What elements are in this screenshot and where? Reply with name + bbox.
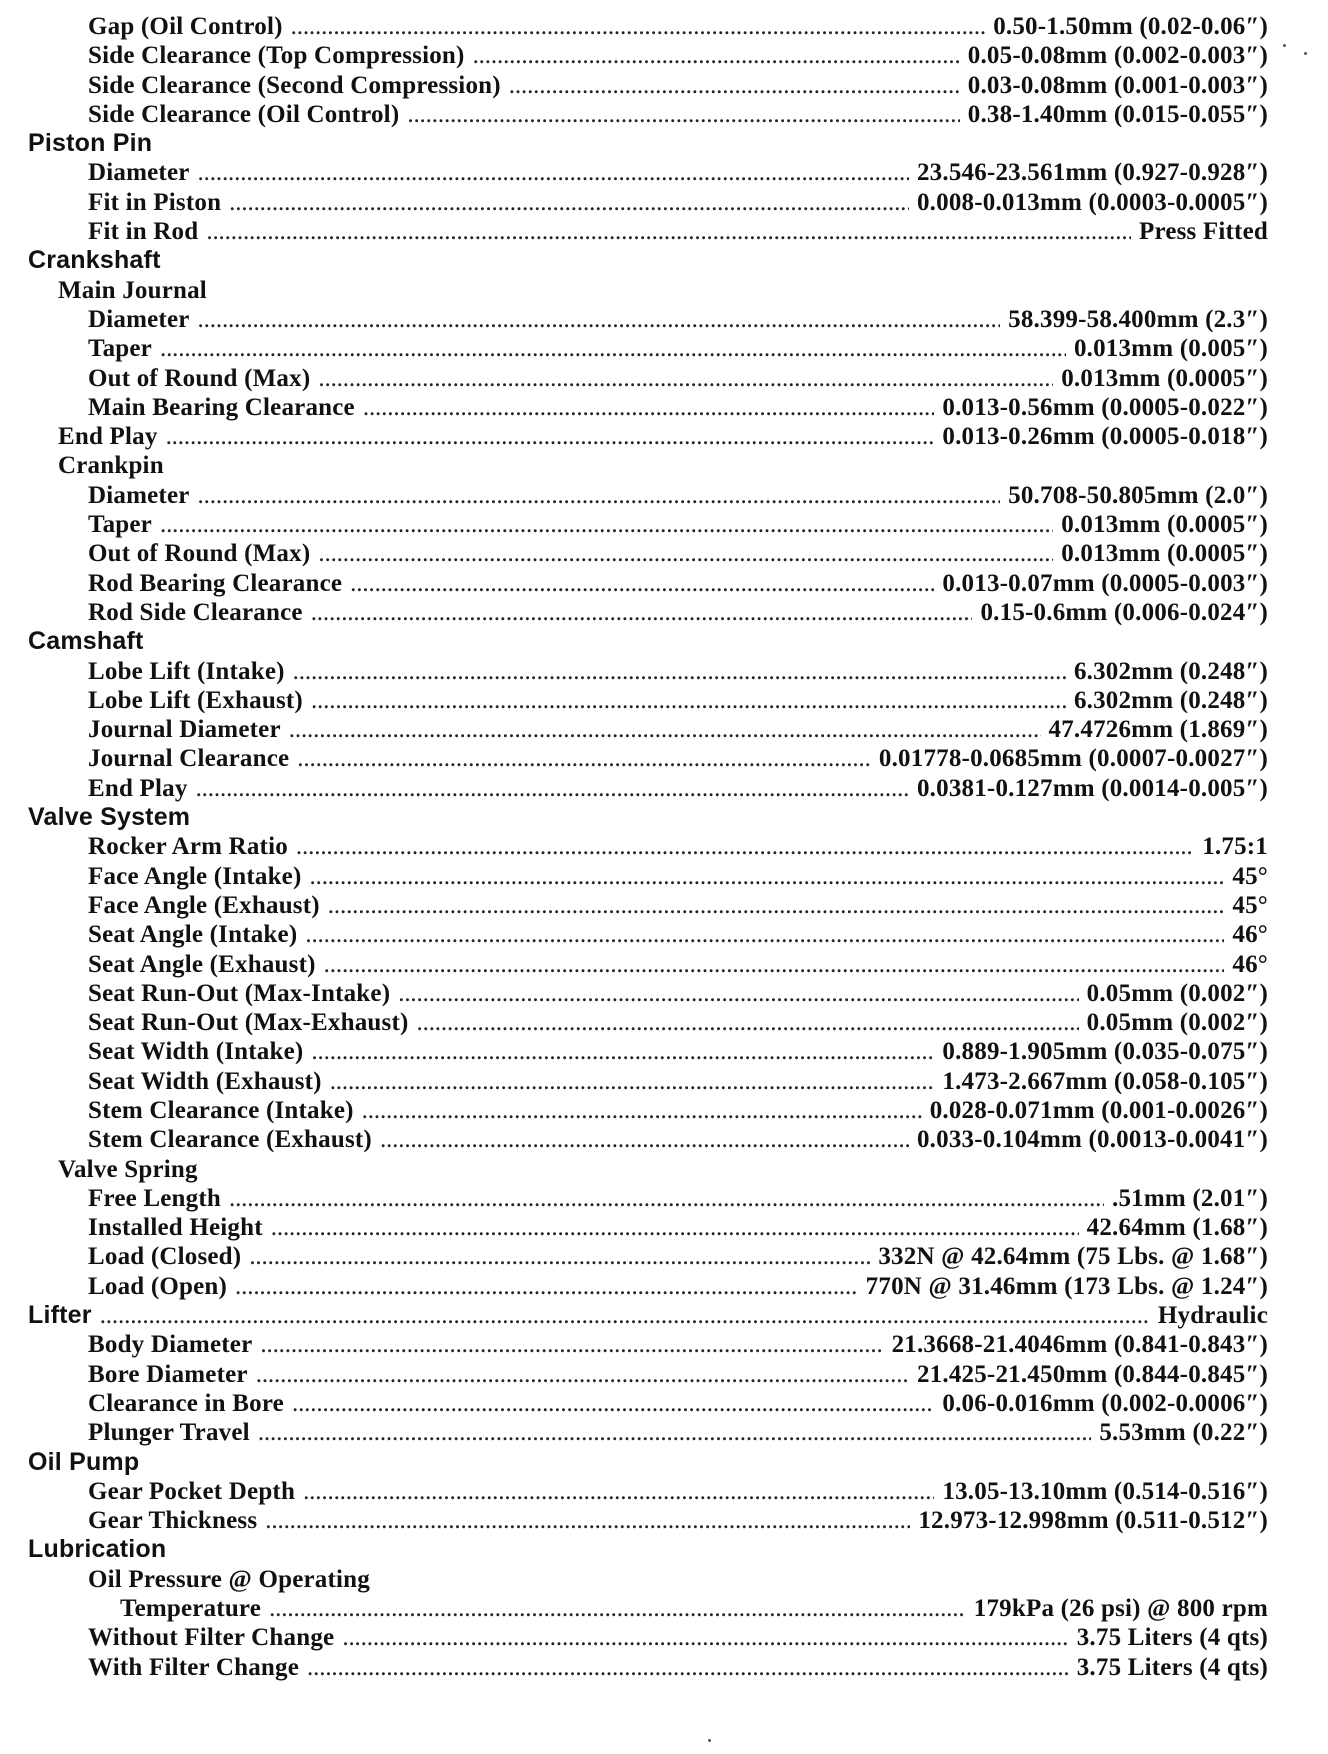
- leader-dots: [196, 774, 909, 803]
- spec-value: 6.302mm (0.248″): [1073, 657, 1268, 685]
- leader-dots: [363, 393, 935, 422]
- spec-value: 46°: [1232, 950, 1268, 978]
- spec-label: Seat Run-Out (Max-Exhaust): [88, 1009, 409, 1037]
- spec-value: 0.0381-0.127mm (0.0014-0.005″): [916, 774, 1268, 802]
- scan-speck: [708, 1739, 711, 1742]
- section-title: Lubrication: [28, 1535, 167, 1564]
- spec-value: 0.013-0.26mm (0.0005-0.018″): [942, 423, 1268, 451]
- spec-value: .51mm (2.01″): [1112, 1184, 1268, 1212]
- spec-value: 0.50-1.50mm (0.02-0.06″): [993, 13, 1268, 40]
- leader-dots: [198, 305, 1001, 334]
- spec-label: Face Angle (Exhaust): [88, 891, 320, 919]
- spec-label: Seat Run-Out (Max-Intake): [88, 979, 391, 1007]
- spec-value: 0.06-0.016mm (0.002-0.0006″): [942, 1389, 1268, 1417]
- spec-label: Journal Diameter: [88, 716, 281, 744]
- spec-value: 13.05-13.10mm (0.514-0.516″): [942, 1477, 1268, 1505]
- spec-label: Load (Closed): [88, 1243, 242, 1271]
- spec-row: [28, 1594, 1268, 1623]
- leader-dots: [328, 891, 1225, 920]
- leader-dots: [291, 12, 986, 41]
- spec-row: [28, 510, 1268, 539]
- leader-dots: [260, 1330, 883, 1359]
- spec-row: [28, 364, 1268, 393]
- leader-dots: [198, 158, 909, 187]
- spec-label: Diameter: [88, 305, 190, 333]
- spec-value: 332N @ 42.64mm (75 Lbs. @ 1.68″): [878, 1243, 1268, 1271]
- spec-label: End Play: [58, 423, 158, 451]
- spec-value: 179kPa (26 psi) @ 800 rpm: [973, 1595, 1268, 1623]
- spec-value: 0.028-0.071mm (0.001-0.0026″): [929, 1096, 1268, 1124]
- spec-value: 0.033-0.104mm (0.0013-0.0041″): [916, 1126, 1268, 1154]
- subsection-title: Main Journal: [58, 276, 207, 304]
- spec-label: Temperature: [120, 1595, 262, 1623]
- spec-row: [28, 950, 1268, 979]
- spec-value: 0.05mm (0.002″): [1086, 1009, 1268, 1037]
- spec-row: [28, 41, 1268, 70]
- section-heading: [28, 803, 1268, 832]
- spec-label: Bore Diameter: [88, 1360, 248, 1388]
- leader-dots: [362, 1096, 922, 1125]
- spec-value: 0.013mm (0.005″): [1073, 335, 1268, 363]
- spec-value: 42.64mm (1.68″): [1086, 1214, 1268, 1242]
- spec-label: Seat Angle (Intake): [88, 921, 298, 949]
- leader-dots: [342, 1623, 1068, 1652]
- spec-label: Side Clearance (Oil Control): [88, 100, 400, 128]
- spec-row: [28, 158, 1268, 187]
- leader-dots: [305, 920, 1224, 949]
- spec-label: Face Angle (Intake): [88, 862, 302, 890]
- spec-value: 58.399-58.400mm (2.3″): [1008, 305, 1268, 333]
- leader-dots: [311, 686, 1066, 715]
- leader-dots: [318, 364, 1053, 393]
- spec-row: [28, 334, 1268, 363]
- spec-label: Gear Pocket Depth: [88, 1477, 296, 1505]
- spec-row: [28, 715, 1268, 744]
- spec-value: 0.05-0.08mm (0.002-0.003″): [967, 42, 1268, 70]
- spec-label: Rocker Arm Ratio: [88, 833, 288, 861]
- spec-label: Free Length: [88, 1184, 221, 1212]
- spec-row: [28, 1272, 1268, 1301]
- spec-label: Out of Round (Max): [88, 364, 311, 392]
- spec-row: [28, 71, 1268, 100]
- spec-value: 21.3668-21.4046mm (0.841-0.843″): [891, 1331, 1268, 1359]
- section-heading: [28, 1535, 1268, 1564]
- leader-dots: [160, 510, 1053, 539]
- leader-dots: [229, 188, 909, 217]
- spec-label: Stem Clearance (Intake): [88, 1096, 354, 1124]
- spec-label: Stem Clearance (Exhaust): [88, 1126, 372, 1154]
- spec-label: Oil Pressure @ Operating: [88, 1565, 370, 1593]
- spec-value: 0.38-1.40mm (0.015-0.055″): [967, 100, 1268, 128]
- spec-row: [28, 598, 1268, 627]
- spec-value: 45°: [1232, 891, 1268, 919]
- spec-value: 1.75:1: [1202, 833, 1268, 861]
- spec-value: 0.15-0.6mm (0.006-0.024″): [980, 598, 1268, 626]
- spec-label: Fit in Piston: [88, 188, 222, 216]
- spec-sheet: [28, 12, 1268, 1682]
- spec-label: Gap (Oil Control): [88, 13, 283, 40]
- leader-dots: [100, 1301, 1150, 1330]
- leader-dots: [310, 862, 1225, 891]
- spec-row: [28, 305, 1268, 334]
- spec-value: 0.008-0.013mm (0.0003-0.0005″): [916, 188, 1268, 216]
- spec-label: Rod Bearing Clearance: [88, 569, 343, 597]
- spec-value: 12.973-12.998mm (0.511-0.512″): [918, 1507, 1268, 1535]
- subsection-title: Valve Spring: [58, 1155, 198, 1183]
- leader-dots: [256, 1360, 909, 1389]
- leader-dots: [303, 1477, 934, 1506]
- spec-row: [28, 832, 1268, 861]
- spec-label: Lobe Lift (Exhaust): [88, 686, 303, 714]
- scan-speck: [1304, 52, 1307, 55]
- spec-row: [28, 891, 1268, 920]
- spec-label: Fit in Rod: [88, 218, 199, 246]
- spec-value: 50.708-50.805mm (2.0″): [1008, 481, 1268, 509]
- spec-row: [28, 744, 1268, 773]
- spec-label: Without Filter Change: [88, 1624, 335, 1652]
- spec-label: Journal Clearance: [88, 745, 290, 773]
- leader-dots: [269, 1594, 966, 1623]
- spec-value: 46°: [1232, 921, 1268, 949]
- leader-dots: [398, 979, 1078, 1008]
- leader-dots: [265, 1506, 910, 1535]
- leader-dots: [318, 539, 1053, 568]
- spec-row: [28, 920, 1268, 949]
- spec-label: Diameter: [88, 159, 190, 187]
- leader-dots: [160, 334, 1066, 363]
- spec-row: [28, 1213, 1268, 1242]
- spec-label: Side Clearance (Second Compression): [88, 71, 501, 99]
- leader-dots: [297, 744, 871, 773]
- leader-dots: [235, 1272, 858, 1301]
- spec-row: [28, 481, 1268, 510]
- spec-value: 21.425-21.450mm (0.844-0.845″): [916, 1360, 1268, 1388]
- section-heading: [28, 129, 1268, 158]
- leader-dots: [311, 598, 973, 627]
- spec-row: [28, 1623, 1268, 1652]
- spec-value: 5.53mm (0.22″): [1099, 1419, 1268, 1447]
- spec-row: [28, 100, 1268, 129]
- section-heading: [28, 246, 1268, 275]
- section-title: Lifter: [28, 1301, 92, 1330]
- spec-value: 6.302mm (0.248″): [1073, 686, 1268, 714]
- spec-label: Seat Width (Exhaust): [88, 1067, 322, 1095]
- leader-dots: [198, 481, 1001, 510]
- leader-dots: [293, 657, 1066, 686]
- section-heading: [28, 1301, 1268, 1330]
- spec-value: 23.546-23.561mm (0.927-0.928″): [916, 159, 1268, 187]
- spec-row: [28, 1389, 1268, 1418]
- spec-label: Diameter: [88, 481, 190, 509]
- spec-row: [28, 1418, 1268, 1447]
- spec-value: 770N @ 31.46mm (173 Lbs. @ 1.24″): [865, 1272, 1268, 1300]
- leader-dots: [296, 832, 1194, 861]
- section-title: Valve System: [28, 803, 191, 832]
- section-title: Camshaft: [28, 627, 144, 656]
- spec-row: [28, 422, 1268, 451]
- spec-label: Side Clearance (Top Compression): [88, 42, 465, 70]
- scan-speck: [1283, 44, 1286, 47]
- leader-dots: [473, 41, 960, 70]
- spec-value: 47.4726mm (1.869″): [1048, 716, 1268, 744]
- spec-label: Main Bearing Clearance: [88, 393, 355, 421]
- spec-value: 0.05mm (0.002″): [1086, 979, 1268, 1007]
- spec-value: 0.013-0.07mm (0.0005-0.003″): [942, 569, 1268, 597]
- spec-row: [28, 188, 1268, 217]
- leader-dots: [407, 100, 959, 129]
- spec-row: [28, 1125, 1268, 1154]
- leader-dots: [166, 422, 935, 451]
- leader-dots: [311, 1037, 934, 1066]
- spec-row: [28, 1653, 1268, 1682]
- spec-row: [28, 1037, 1268, 1066]
- leader-dots: [307, 1653, 1069, 1682]
- subsection-heading: [28, 451, 1268, 480]
- spec-value: Press Fitted: [1139, 218, 1268, 246]
- spec-label: Taper: [88, 511, 152, 539]
- spec-row: [28, 1008, 1268, 1037]
- spec-value: 0.01778-0.0685mm (0.0007-0.0027″): [878, 745, 1268, 773]
- spec-value: 0.013mm (0.0005″): [1061, 540, 1268, 568]
- spec-row: [28, 1184, 1268, 1213]
- spec-value: 1.473-2.667mm (0.058-0.105″): [942, 1067, 1268, 1095]
- leader-dots: [258, 1418, 1092, 1447]
- spec-value: 45°: [1232, 862, 1268, 890]
- spec-label: Load (Open): [88, 1272, 228, 1300]
- spec-row: [28, 774, 1268, 803]
- spec-row: [28, 979, 1268, 1008]
- spec-row: [28, 1242, 1268, 1271]
- leader-dots: [324, 950, 1225, 979]
- spec-row: [28, 393, 1268, 422]
- spec-label: Seat Width (Intake): [88, 1038, 304, 1066]
- spec-label: Rod Side Clearance: [88, 598, 303, 626]
- spec-row: [28, 862, 1268, 891]
- spec-row: [28, 1067, 1268, 1096]
- leader-dots: [289, 715, 1041, 744]
- leader-dots: [292, 1389, 934, 1418]
- spec-value: 0.889-1.905mm (0.035-0.075″): [942, 1038, 1268, 1066]
- subsection-title: Crankpin: [58, 452, 164, 480]
- spec-row: [28, 1506, 1268, 1535]
- spec-label: Gear Thickness: [88, 1507, 258, 1535]
- subsection-heading: [28, 1155, 1268, 1184]
- spec-label: Lobe Lift (Intake): [88, 657, 285, 685]
- leader-dots: [509, 71, 960, 100]
- spec-row: [28, 217, 1268, 246]
- spec-label: With Filter Change: [88, 1653, 300, 1681]
- section-title: Crankshaft: [28, 246, 161, 275]
- spec-row: [28, 1330, 1268, 1359]
- spec-label: Installed Height: [88, 1214, 263, 1242]
- leader-dots: [350, 569, 934, 598]
- spec-row: [28, 1096, 1268, 1125]
- spec-row: [28, 657, 1268, 686]
- spec-label: Out of Round (Max): [88, 540, 311, 568]
- spec-label: Body Diameter: [88, 1331, 253, 1359]
- spec-value: 0.013mm (0.0005″): [1061, 364, 1268, 392]
- section-title: Oil Pump: [28, 1447, 140, 1476]
- leader-dots: [229, 1184, 1104, 1213]
- spec-row: [28, 1477, 1268, 1506]
- spec-row: [28, 539, 1268, 568]
- subsection-heading: [28, 276, 1268, 305]
- spec-row: [28, 686, 1268, 715]
- section-title: Piston Pin: [28, 129, 153, 158]
- spec-label: Taper: [88, 335, 152, 363]
- spec-label: End Play: [88, 774, 188, 802]
- leader-dots: [330, 1067, 935, 1096]
- leader-dots: [417, 1008, 1079, 1037]
- spec-row: [28, 12, 1268, 41]
- spec-value: Hydraulic: [1157, 1302, 1268, 1330]
- spec-value: 0.013mm (0.0005″): [1061, 511, 1268, 539]
- leader-dots: [206, 217, 1131, 246]
- spec-value: 3.75 Liters (4 qts): [1076, 1653, 1268, 1681]
- spec-label: Clearance in Bore: [88, 1389, 284, 1417]
- spec-value: 0.013-0.56mm (0.0005-0.022″): [942, 393, 1268, 421]
- spec-value: 0.03-0.08mm (0.001-0.003″): [967, 71, 1268, 99]
- section-heading: [28, 627, 1268, 656]
- spec-label: Plunger Travel: [88, 1419, 250, 1447]
- spec-row: [28, 1360, 1268, 1389]
- leader-dots: [249, 1242, 870, 1271]
- spec-row: [28, 569, 1268, 598]
- subsection-heading: [28, 1565, 1268, 1594]
- section-heading: [28, 1448, 1268, 1477]
- leader-dots: [380, 1125, 909, 1154]
- spec-value: 3.75 Liters (4 qts): [1076, 1624, 1268, 1652]
- spec-label: Seat Angle (Exhaust): [88, 950, 316, 978]
- leader-dots: [271, 1213, 1079, 1242]
